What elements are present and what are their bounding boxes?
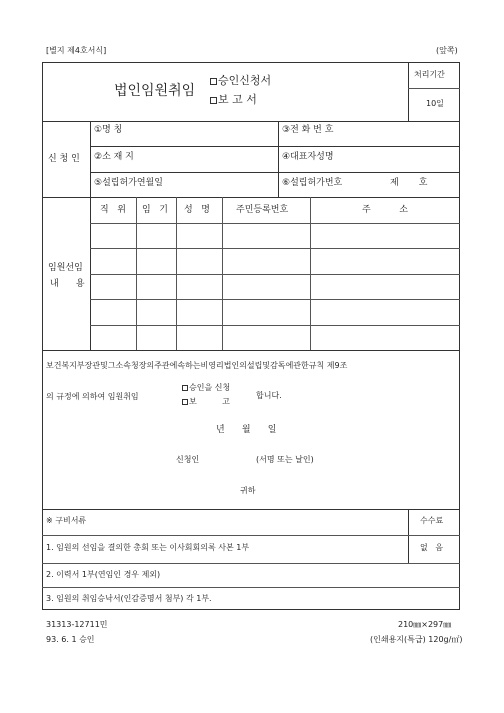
processing-period-value: 10일	[426, 99, 444, 108]
statement-option-report: 보 고	[182, 398, 230, 406]
form-title: 법인임원취임	[114, 83, 196, 99]
officer-row-line	[90, 325, 460, 326]
footer-paper-type: (인쇄용지(특급) 120g/㎡)	[370, 635, 463, 644]
checkbox-icon[interactable]	[210, 97, 217, 104]
column-header-term: 임 기	[142, 205, 168, 215]
officer-col-line	[310, 197, 311, 350]
officer-row-line	[90, 274, 460, 275]
statement-ending: 합니다.	[256, 391, 282, 400]
officer-row-line	[90, 223, 460, 224]
applicant-row-line-1	[90, 146, 460, 147]
fee-divider	[408, 509, 409, 563]
left-label-divider	[90, 121, 91, 350]
fee-label: 수수료	[420, 516, 444, 525]
documents-row-line	[42, 535, 460, 536]
field-established-date-label: ⑤설립허가연월일	[94, 178, 163, 188]
column-header-address: 주 소	[362, 205, 408, 215]
title-bottom-line	[42, 121, 460, 122]
documents-row-line	[42, 587, 460, 588]
date-line: 년 월 일	[216, 425, 277, 435]
applicant-bottom-line	[42, 197, 460, 198]
document-item: 2. 이력서 1부(연임인 경우 제외)	[46, 570, 161, 579]
officer-section-label-line2: 내 용	[50, 279, 85, 289]
field-name-label: ①명 칭	[94, 125, 123, 135]
applicant-row-line-2	[90, 172, 460, 173]
checkbox-icon[interactable]	[182, 385, 188, 391]
required-documents-header: ※ 구비서류	[46, 516, 87, 525]
page-side-label: (앞쪽)	[436, 46, 458, 55]
recipient-label: 귀하	[240, 486, 256, 495]
footer-approval: 93. 6. 1 승인	[46, 635, 95, 644]
applicant-section-label: 신 청 인	[48, 154, 80, 164]
officer-section-label-line1: 임원선임	[48, 263, 83, 273]
form-number: [별지 제4호서식]	[46, 46, 107, 55]
column-header-position: 직 위	[100, 205, 126, 215]
applicant-signature-label: 신청인	[176, 455, 200, 464]
checkbox-icon[interactable]	[182, 399, 188, 405]
signature-placeholder: (서명 또는 날인)	[256, 455, 314, 464]
document-item: 3. 임원의 취임승낙서(인감증명서 첨부) 각 1부.	[46, 594, 212, 603]
footer-code: 31313-12711민	[46, 620, 108, 629]
statement-line-1: 보건복지부장관및그소속청장의주관에속하는비영리법인의설립및감독에관한규칙 제9조	[46, 361, 348, 370]
statement-line-2: 의 규정에 의하여 임원취임	[46, 392, 139, 401]
document-item: 1. 임원의 선임을 결의한 총회 또는 이사회회의록 사본 1부	[46, 543, 250, 552]
officer-col-line	[176, 197, 177, 350]
statement-bottom-line	[42, 509, 460, 510]
title-option-report: 보 고 서	[210, 94, 257, 105]
period-mid-line	[408, 88, 460, 89]
processing-period-label: 처리기간	[414, 70, 445, 79]
permit-number-value: 제 호	[390, 178, 428, 188]
documents-row-line	[42, 563, 460, 564]
field-representative-label: ④대표자성명	[282, 152, 334, 162]
officer-bottom-line	[42, 350, 460, 351]
checkbox-icon[interactable]	[210, 78, 217, 85]
title-option-approval: 승인신청서	[210, 75, 271, 86]
footer-paper-size: 210㎜×297㎜	[398, 620, 452, 629]
column-header-name: 성 명	[184, 205, 210, 215]
statement-option-approval: 승인을 신청	[182, 384, 230, 392]
field-permit-number-label: ⑥설립허가번호	[282, 178, 343, 188]
fee-value: 없 음	[420, 543, 444, 552]
column-header-resident-number: 주민등록번호	[236, 205, 289, 215]
officer-col-line	[222, 197, 223, 350]
period-divider	[408, 62, 409, 121]
field-address-label: ②소 재 지	[94, 152, 134, 162]
applicant-mid-divider	[278, 121, 279, 197]
form-frame	[42, 62, 460, 610]
officer-row-line	[90, 299, 460, 300]
field-phone-label: ③전 화 번 호	[282, 125, 334, 135]
officer-col-line	[136, 197, 137, 350]
officer-row-line	[90, 248, 460, 249]
